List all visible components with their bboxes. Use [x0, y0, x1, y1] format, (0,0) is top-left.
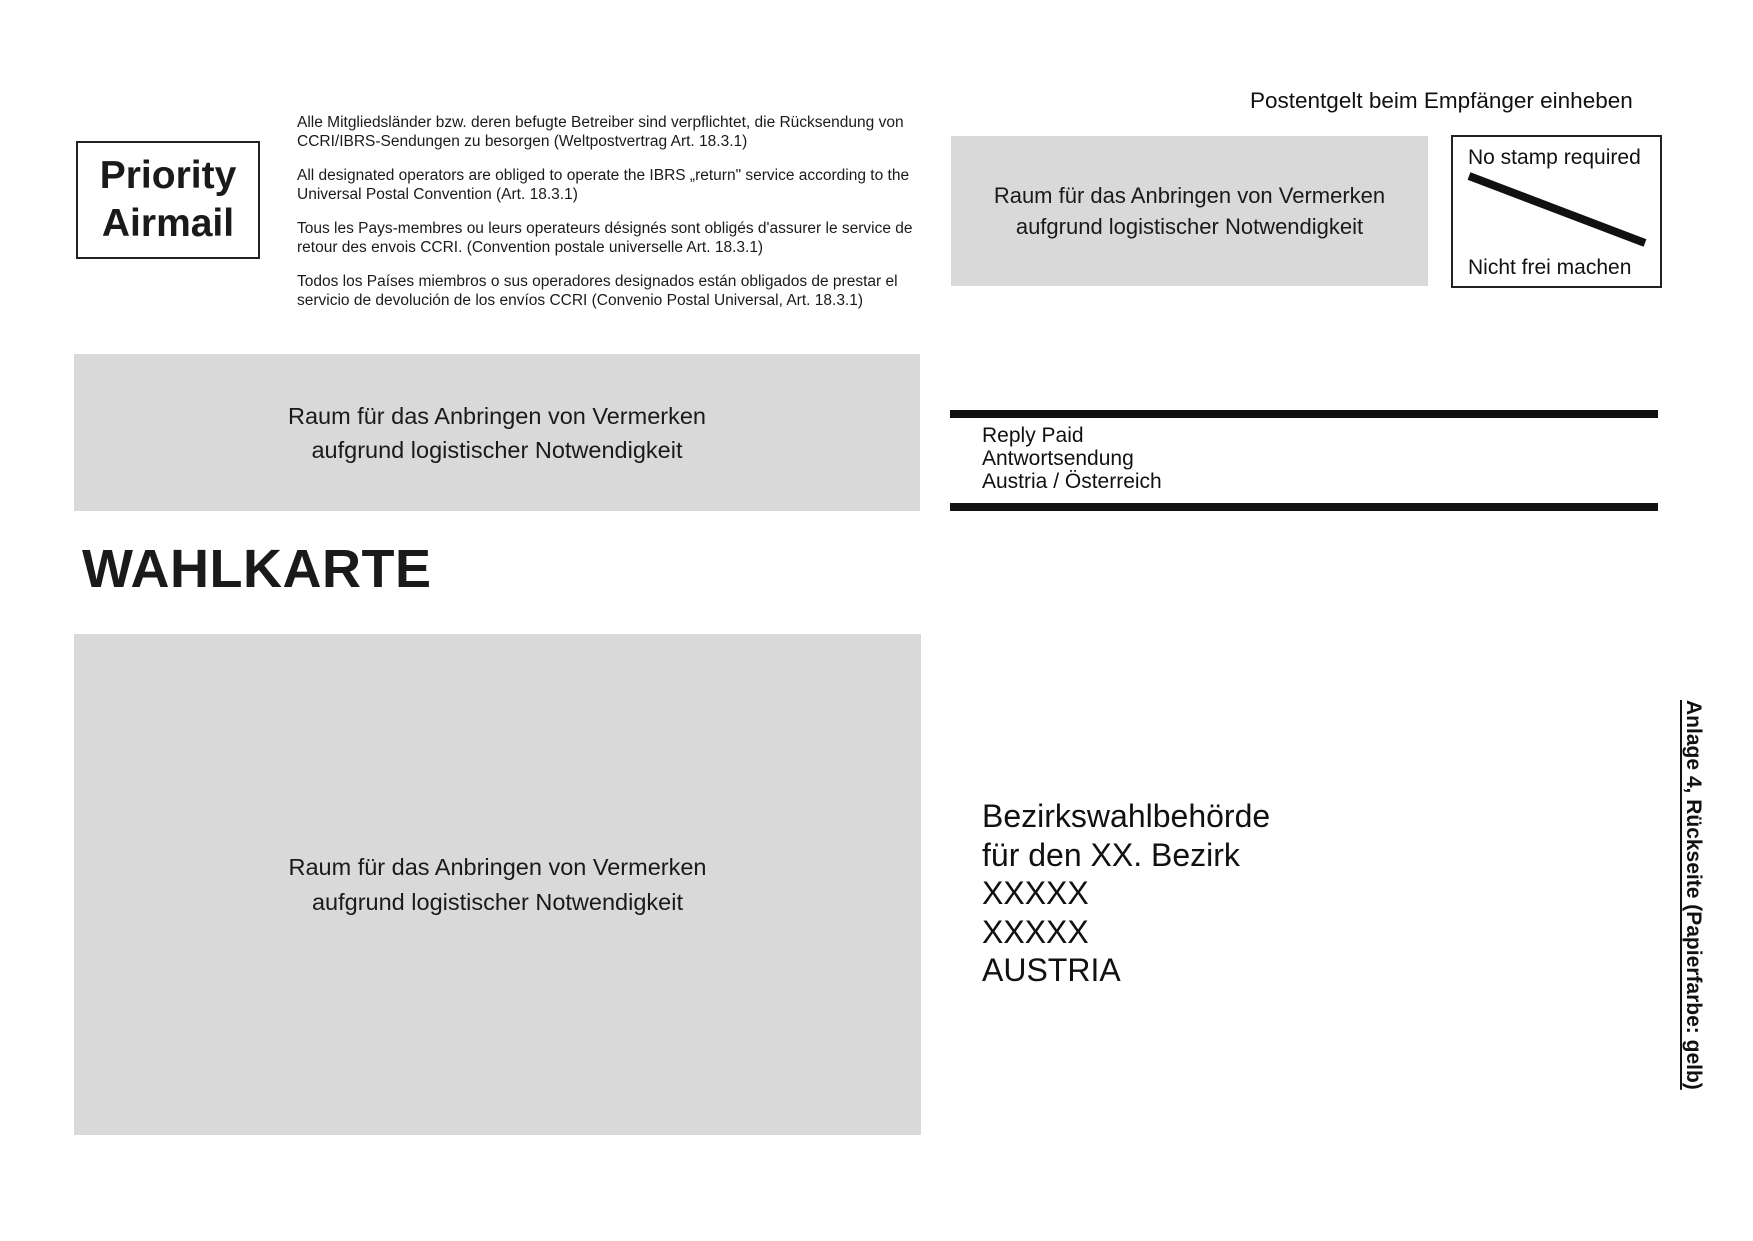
- priority-label-line1: Priority: [99, 154, 237, 197]
- reply-rule-bottom: [950, 503, 1658, 511]
- marking-area-middle-left-text: Raum für das Anbringen von Vermerken aufgrund logistischer Notwendigkeit: [287, 402, 706, 463]
- legal-text-en: All designated operators are obliged to operate the IBRS „return" service according to the Universal Postal Convention (Art. 18.3.1): [297, 167, 910, 203]
- legal-text-es: Todos los Países miembros o sus operadores designados están obligados de prestar el servicio de devolución de los envíos CCRI (Convenio Postal Universal, Art. 18.3.1): [297, 273, 898, 309]
- page-title: WAHLKARTE: [82, 539, 432, 599]
- marking-area-large-text: Raum für das Anbringen von Vermerken aufgrund logistischer Notwendigkeit: [288, 853, 707, 915]
- stamp-bottom-text: Nicht frei machen: [1468, 256, 1632, 279]
- address-line-3: XXXXX: [982, 875, 1089, 911]
- marking-area-top-right: [951, 136, 1428, 286]
- postage-note: Postentgelt beim Empfänger einheben: [1250, 88, 1633, 113]
- legal-text-fr: Tous les Pays-membres ou leurs operateurs désignés sont obligés d'assurer le service de retour des envois CCRI. (Convention postale universelle Art. 18.3.1): [297, 220, 913, 256]
- marking-area-large: [74, 634, 921, 1135]
- address-line-5: AUSTRIA: [982, 952, 1121, 988]
- reply-line-3: Austria / Österreich: [982, 470, 1162, 493]
- reply-line-1: Reply Paid: [982, 424, 1084, 447]
- priority-label-line2: Airmail: [101, 202, 235, 245]
- legal-text-de: Alle Mitgliedsländer bzw. deren befugte Betreiber sind verpflichtet, die Rücksendung von CCRI/IBRS-Sendungen zu besorgen (Weltpostvertrag Art. 18.3.1): [297, 114, 904, 150]
- reply-block: [982, 424, 1162, 493]
- side-note: Anlage 4, Rückseite (Papierfarbe: gelb): [1682, 700, 1705, 1090]
- stamp-top-text: No stamp required: [1468, 146, 1641, 169]
- legal-notice: [297, 114, 947, 326]
- reply-line-2: Antwortsendung: [982, 447, 1134, 470]
- marking-area-middle-left: [74, 354, 920, 511]
- marking-area-top-right-text: Raum für das Anbringen von Vermerken aufgrund logistischer Notwendigkeit: [993, 183, 1386, 239]
- address-line-4: XXXXX: [982, 913, 1089, 950]
- address-line-2: für den XX. Bezirk: [982, 836, 1240, 873]
- stamp-box: [1451, 135, 1662, 288]
- reply-rule-top: [950, 410, 1658, 418]
- recipient-address: [982, 797, 1270, 990]
- priority-airmail-label: [76, 141, 260, 259]
- address-line-1: Bezirkswahlbehörde: [982, 798, 1271, 834]
